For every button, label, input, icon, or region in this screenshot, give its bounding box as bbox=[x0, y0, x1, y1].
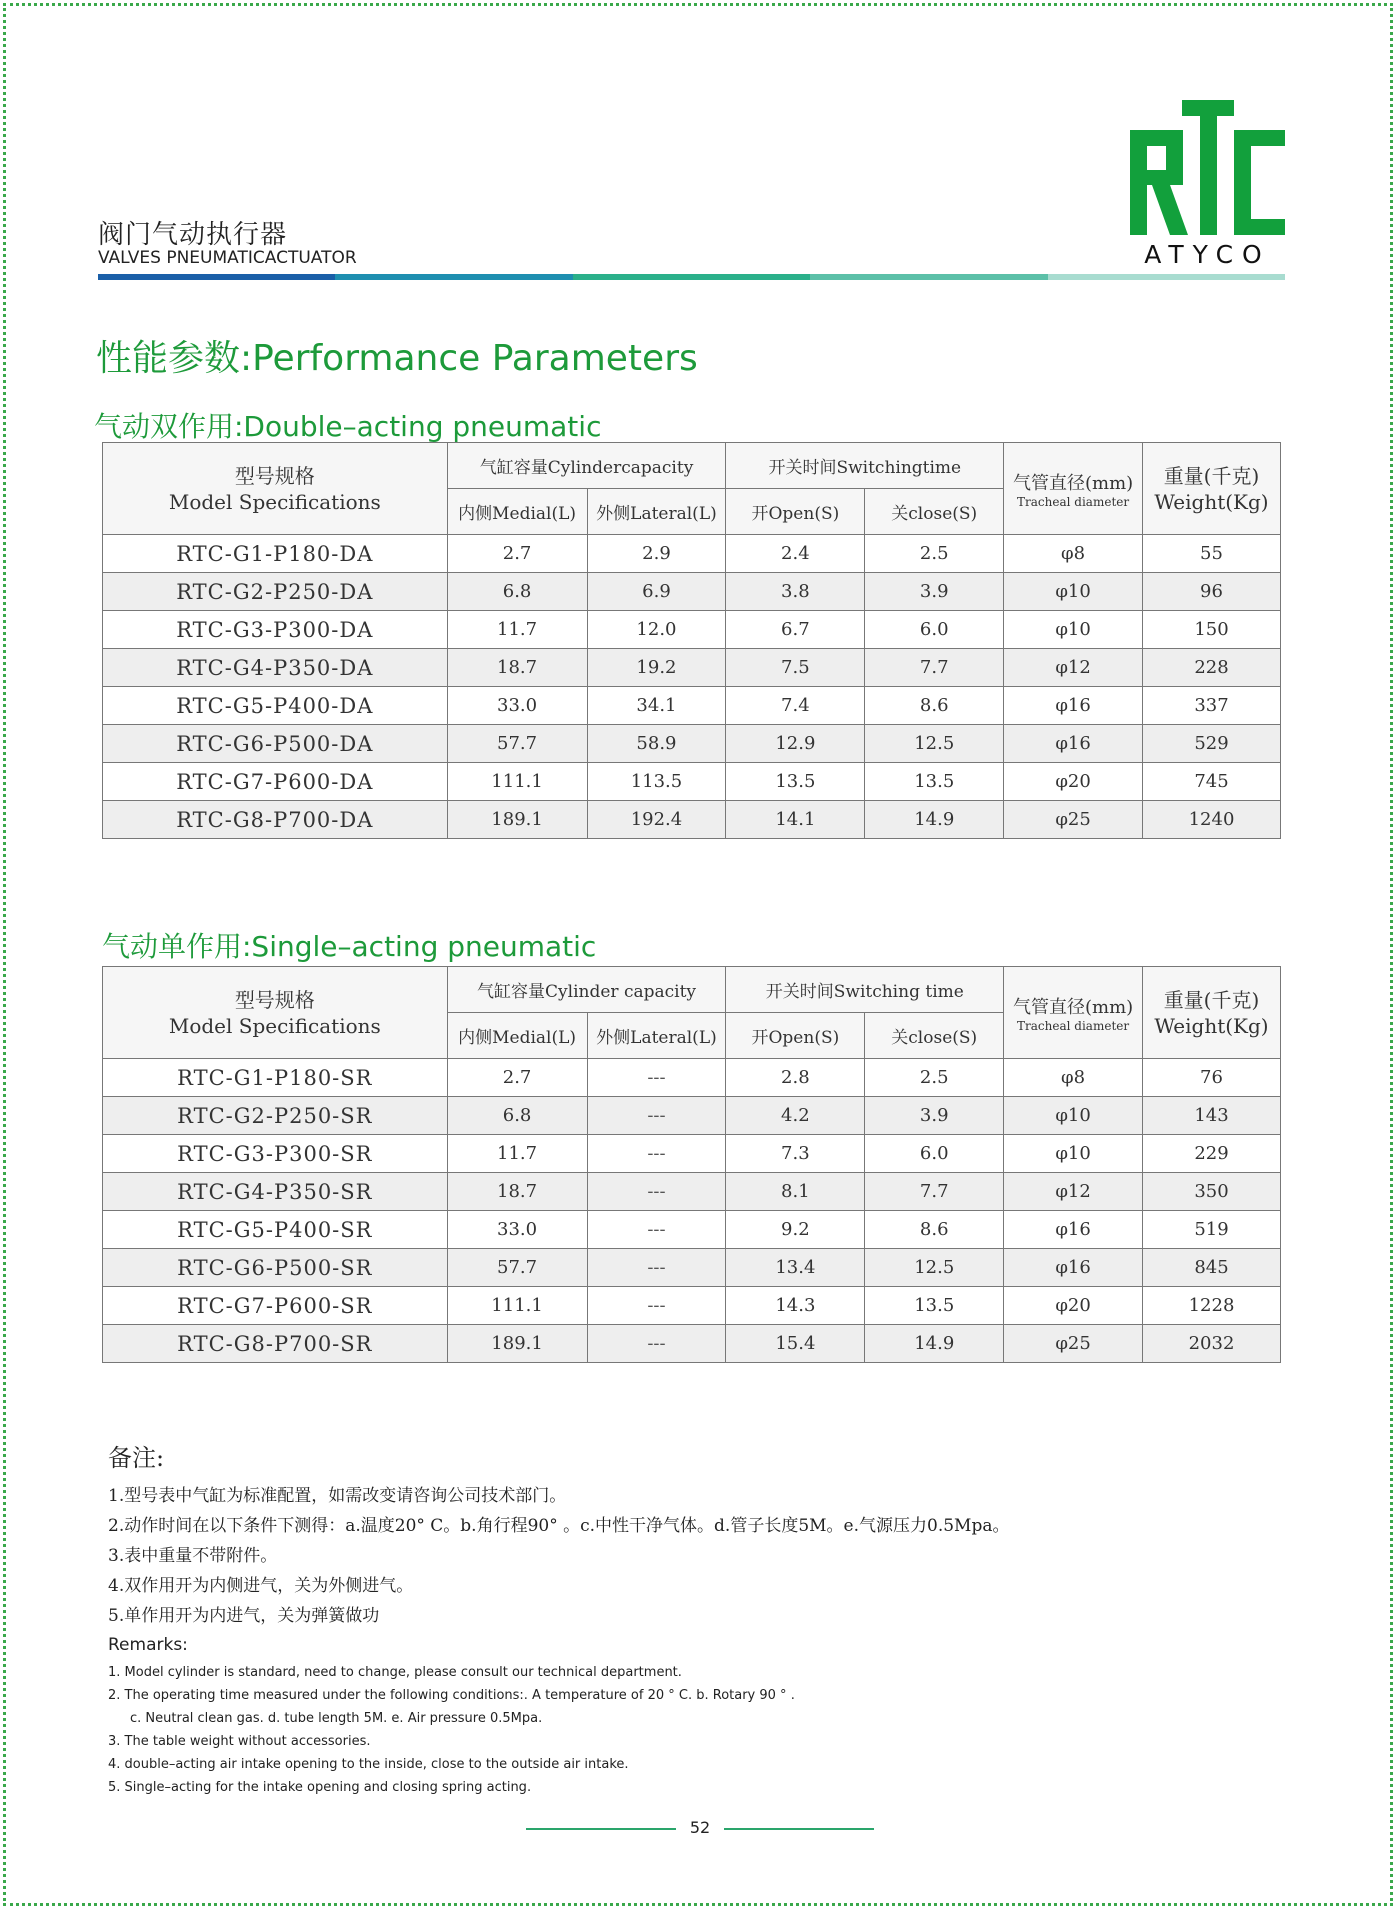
close-cell: 6.0 bbox=[865, 611, 1004, 649]
weight-cell: 96 bbox=[1143, 573, 1281, 611]
remarks-title-en: Remarks: bbox=[108, 1635, 188, 1655]
remarks-title-cn: 备注: bbox=[108, 1444, 165, 1472]
medial-cell: 189.1 bbox=[447, 801, 587, 839]
weight-header: 重量(千克) Weight(Kg) bbox=[1143, 443, 1281, 535]
weight-cell: 745 bbox=[1143, 763, 1281, 801]
table-row bbox=[103, 611, 1281, 649]
lateral-cell: --- bbox=[587, 1249, 726, 1287]
close-cell: 12.5 bbox=[865, 1249, 1004, 1287]
weight-cell: 529 bbox=[1143, 725, 1281, 763]
tube-diameter-cell: φ25 bbox=[1004, 801, 1143, 839]
remark-cn-item: 1.型号表中气缸为标准配置，如需改变请咨询公司技术部门。 bbox=[108, 1486, 567, 1506]
rtc-logo-icon bbox=[1130, 100, 1285, 235]
lateral-cell: 192.4 bbox=[587, 801, 726, 839]
remark-cn-item: 2.动作时间在以下条件下测得：a.温度20° C。b.角行程90° 。c.中性干净气体。d.管子长度5M。e.气源压力0.5Mpa。 bbox=[108, 1516, 1010, 1536]
medial-cell: 2.7 bbox=[447, 535, 587, 573]
model-cell: RTC-G6-P500-DA bbox=[103, 725, 448, 763]
single-acting-table bbox=[102, 966, 1281, 1363]
tube-diameter-cell: φ8 bbox=[1004, 1059, 1143, 1097]
brand-logo bbox=[1130, 100, 1285, 235]
open-cell: 13.4 bbox=[726, 1249, 865, 1287]
open-cell: 7.5 bbox=[726, 649, 865, 687]
header-title-cn: 阀门气动执行器 bbox=[98, 220, 288, 250]
weight-cell: 350 bbox=[1143, 1173, 1281, 1211]
tube-diameter-cell: φ16 bbox=[1004, 687, 1143, 725]
close-cell: 2.5 bbox=[865, 535, 1004, 573]
table-row bbox=[103, 1173, 1281, 1211]
model-cell: RTC-G5-P400-DA bbox=[103, 687, 448, 725]
single-acting-title: 气动单作用:Single–acting pneumatic bbox=[102, 930, 597, 963]
tube-diameter-cell: φ12 bbox=[1004, 649, 1143, 687]
table-row bbox=[103, 1135, 1281, 1173]
close-cell: 7.7 bbox=[865, 649, 1004, 687]
close-cell: 14.9 bbox=[865, 1325, 1004, 1363]
close-cell: 7.7 bbox=[865, 1173, 1004, 1211]
close-cell: 12.5 bbox=[865, 725, 1004, 763]
open-cell: 14.1 bbox=[726, 801, 865, 839]
model-cell: RTC-G8-P700-SR bbox=[103, 1325, 448, 1363]
weight-cell: 228 bbox=[1143, 649, 1281, 687]
switching-time-header: 开关时间Switchingtime bbox=[726, 443, 1004, 489]
header-bar-segment bbox=[335, 274, 572, 280]
model-cell: RTC-G8-P700-DA bbox=[103, 801, 448, 839]
lateral-cell: --- bbox=[587, 1059, 726, 1097]
open-cell: 2.8 bbox=[726, 1059, 865, 1097]
model-cell: RTC-G4-P350-DA bbox=[103, 649, 448, 687]
table-row bbox=[103, 1325, 1281, 1363]
double-acting-title: 气动双作用:Double–acting pneumatic bbox=[94, 410, 602, 443]
lateral-cell: 6.9 bbox=[587, 573, 726, 611]
remark-cn-item: 5.单作用开为内进气，关为弹簧做功 bbox=[108, 1606, 380, 1626]
medial-header: 内侧Medial(L) bbox=[447, 1013, 587, 1059]
medial-cell: 11.7 bbox=[447, 611, 587, 649]
header-color-bar bbox=[98, 274, 1285, 280]
tube-diameter-cell: φ12 bbox=[1004, 1173, 1143, 1211]
medial-cell: 189.1 bbox=[447, 1325, 587, 1363]
brand-logo-sub: ATYCO bbox=[1144, 240, 1271, 269]
weight-cell: 229 bbox=[1143, 1135, 1281, 1173]
tube-diameter-cell: φ20 bbox=[1004, 763, 1143, 801]
close-cell: 3.9 bbox=[865, 573, 1004, 611]
header-title-en: VALVES PNEUMATICACTUATOR bbox=[98, 248, 357, 268]
lateral-cell: 113.5 bbox=[587, 763, 726, 801]
close-cell: 14.9 bbox=[865, 801, 1004, 839]
medial-cell: 111.1 bbox=[447, 1287, 587, 1325]
close-header: 关close(S) bbox=[865, 1013, 1004, 1059]
open-cell: 7.4 bbox=[726, 687, 865, 725]
open-cell: 13.5 bbox=[726, 763, 865, 801]
header-bar-segment bbox=[1048, 274, 1285, 280]
tube-diameter-cell: φ20 bbox=[1004, 1287, 1143, 1325]
model-cell: RTC-G4-P350-SR bbox=[103, 1173, 448, 1211]
close-cell: 8.6 bbox=[865, 1211, 1004, 1249]
cylinder-capacity-header: 气缸容量Cylindercapacity bbox=[447, 443, 726, 489]
table-row bbox=[103, 1097, 1281, 1135]
model-header: 型号规格 Model Specifications bbox=[103, 443, 448, 535]
medial-cell: 6.8 bbox=[447, 1097, 587, 1135]
open-cell: 9.2 bbox=[726, 1211, 865, 1249]
medial-cell: 18.7 bbox=[447, 1173, 587, 1211]
lateral-header: 外侧Lateral(L) bbox=[587, 1013, 726, 1059]
model-cell: RTC-G7-P600-SR bbox=[103, 1287, 448, 1325]
close-header: 关close(S) bbox=[865, 489, 1004, 535]
footer-line bbox=[526, 1828, 676, 1830]
open-cell: 6.7 bbox=[726, 611, 865, 649]
weight-header: 重量(千克) Weight(Kg) bbox=[1143, 967, 1281, 1059]
open-header: 开Open(S) bbox=[726, 489, 865, 535]
page-number: 52 bbox=[689, 1818, 711, 1837]
model-cell: RTC-G1-P180-SR bbox=[103, 1059, 448, 1097]
lateral-cell: --- bbox=[587, 1211, 726, 1249]
table-row bbox=[103, 801, 1281, 839]
section-title: 性能参数:Performance Parameters bbox=[96, 338, 698, 379]
close-cell: 13.5 bbox=[865, 763, 1004, 801]
weight-cell: 76 bbox=[1143, 1059, 1281, 1097]
tube-diameter-header: 气管直径(mm) Tracheal diameter bbox=[1004, 443, 1143, 535]
lateral-cell: --- bbox=[587, 1325, 726, 1363]
medial-cell: 18.7 bbox=[447, 649, 587, 687]
table-row bbox=[103, 573, 1281, 611]
medial-cell: 11.7 bbox=[447, 1135, 587, 1173]
lateral-cell: 12.0 bbox=[587, 611, 726, 649]
open-cell: 7.3 bbox=[726, 1135, 865, 1173]
open-cell: 3.8 bbox=[726, 573, 865, 611]
table-row bbox=[103, 1059, 1281, 1097]
open-header: 开Open(S) bbox=[726, 1013, 865, 1059]
remark-en-item: 5. Single–acting for the intake opening and closing spring acting. bbox=[108, 1780, 532, 1795]
medial-cell: 57.7 bbox=[447, 1249, 587, 1287]
cylinder-capacity-header: 气缸容量Cylinder capacity bbox=[447, 967, 726, 1013]
footer-line bbox=[724, 1828, 874, 1830]
medial-cell: 111.1 bbox=[447, 763, 587, 801]
remark-en-item: 1. Model cylinder is standard, need to change, please consult our technical department. bbox=[108, 1665, 682, 1680]
model-cell: RTC-G5-P400-SR bbox=[103, 1211, 448, 1249]
open-cell: 2.4 bbox=[726, 535, 865, 573]
medial-cell: 2.7 bbox=[447, 1059, 587, 1097]
header-bar-segment bbox=[573, 274, 810, 280]
tube-diameter-cell: φ8 bbox=[1004, 535, 1143, 573]
medial-cell: 6.8 bbox=[447, 573, 587, 611]
lateral-cell: 34.1 bbox=[587, 687, 726, 725]
open-cell: 14.3 bbox=[726, 1287, 865, 1325]
model-cell: RTC-G1-P180-DA bbox=[103, 535, 448, 573]
weight-cell: 150 bbox=[1143, 611, 1281, 649]
double-acting-table bbox=[102, 442, 1281, 839]
tube-diameter-header: 气管直径(mm) Tracheal diameter bbox=[1004, 967, 1143, 1059]
close-cell: 13.5 bbox=[865, 1287, 1004, 1325]
model-cell: RTC-G3-P300-DA bbox=[103, 611, 448, 649]
table-row bbox=[103, 1249, 1281, 1287]
table-row bbox=[103, 763, 1281, 801]
lateral-cell: --- bbox=[587, 1097, 726, 1135]
tube-diameter-cell: φ10 bbox=[1004, 1135, 1143, 1173]
model-cell: RTC-G7-P600-DA bbox=[103, 763, 448, 801]
weight-cell: 55 bbox=[1143, 535, 1281, 573]
weight-cell: 1240 bbox=[1143, 801, 1281, 839]
remark-en-item: 4. double–acting air intake opening to the inside, close to the outside air intake. bbox=[108, 1757, 629, 1772]
open-cell: 8.1 bbox=[726, 1173, 865, 1211]
model-cell: RTC-G3-P300-SR bbox=[103, 1135, 448, 1173]
weight-cell: 143 bbox=[1143, 1097, 1281, 1135]
lateral-cell: 58.9 bbox=[587, 725, 726, 763]
model-cell: RTC-G2-P250-SR bbox=[103, 1097, 448, 1135]
open-cell: 15.4 bbox=[726, 1325, 865, 1363]
lateral-cell: --- bbox=[587, 1135, 726, 1173]
lateral-cell: --- bbox=[587, 1287, 726, 1325]
medial-cell: 33.0 bbox=[447, 1211, 587, 1249]
tube-diameter-cell: φ10 bbox=[1004, 1097, 1143, 1135]
page-footer bbox=[0, 1818, 1400, 1837]
lateral-cell: 19.2 bbox=[587, 649, 726, 687]
weight-cell: 337 bbox=[1143, 687, 1281, 725]
remarks bbox=[108, 1438, 1308, 1799]
model-cell: RTC-G2-P250-DA bbox=[103, 573, 448, 611]
open-cell: 12.9 bbox=[726, 725, 865, 763]
table-row bbox=[103, 1287, 1281, 1325]
medial-cell: 57.7 bbox=[447, 725, 587, 763]
model-cell: RTC-G6-P500-SR bbox=[103, 1249, 448, 1287]
remark-en-item: 3. The table weight without accessories. bbox=[108, 1734, 371, 1749]
tube-diameter-cell: φ16 bbox=[1004, 1249, 1143, 1287]
remark-en-item: c. Neutral clean gas. d. tube length 5M. e. Air pressure 0.5Mpa. bbox=[130, 1711, 543, 1726]
tube-diameter-cell: φ16 bbox=[1004, 1211, 1143, 1249]
table-row bbox=[103, 1211, 1281, 1249]
tube-diameter-cell: φ25 bbox=[1004, 1325, 1143, 1363]
table-row bbox=[103, 649, 1281, 687]
weight-cell: 2032 bbox=[1143, 1325, 1281, 1363]
remark-cn-item: 4.双作用开为内侧进气，关为外侧进气。 bbox=[108, 1576, 414, 1596]
header-bar-segment bbox=[810, 274, 1047, 280]
medial-cell: 33.0 bbox=[447, 687, 587, 725]
close-cell: 8.6 bbox=[865, 687, 1004, 725]
close-cell: 2.5 bbox=[865, 1059, 1004, 1097]
weight-cell: 1228 bbox=[1143, 1287, 1281, 1325]
table-row bbox=[103, 535, 1281, 573]
open-cell: 4.2 bbox=[726, 1097, 865, 1135]
lateral-header: 外侧Lateral(L) bbox=[587, 489, 726, 535]
switching-time-header: 开关时间Switching time bbox=[726, 967, 1004, 1013]
medial-header: 内侧Medial(L) bbox=[447, 489, 587, 535]
table-row bbox=[103, 725, 1281, 763]
tube-diameter-cell: φ16 bbox=[1004, 725, 1143, 763]
table-row bbox=[103, 687, 1281, 725]
tube-diameter-cell: φ10 bbox=[1004, 573, 1143, 611]
weight-cell: 519 bbox=[1143, 1211, 1281, 1249]
tube-diameter-cell: φ10 bbox=[1004, 611, 1143, 649]
header-bar-segment bbox=[98, 274, 335, 280]
remark-cn-item: 3.表中重量不带附件。 bbox=[108, 1546, 278, 1566]
remark-en-item: 2. The operating time measured under the following conditions:. A temperature of 20 ° C. b. Rotary 90 ° . bbox=[108, 1688, 795, 1703]
lateral-cell: --- bbox=[587, 1173, 726, 1211]
lateral-cell: 2.9 bbox=[587, 535, 726, 573]
weight-cell: 845 bbox=[1143, 1249, 1281, 1287]
model-header: 型号规格 Model Specifications bbox=[103, 967, 448, 1059]
close-cell: 3.9 bbox=[865, 1097, 1004, 1135]
close-cell: 6.0 bbox=[865, 1135, 1004, 1173]
